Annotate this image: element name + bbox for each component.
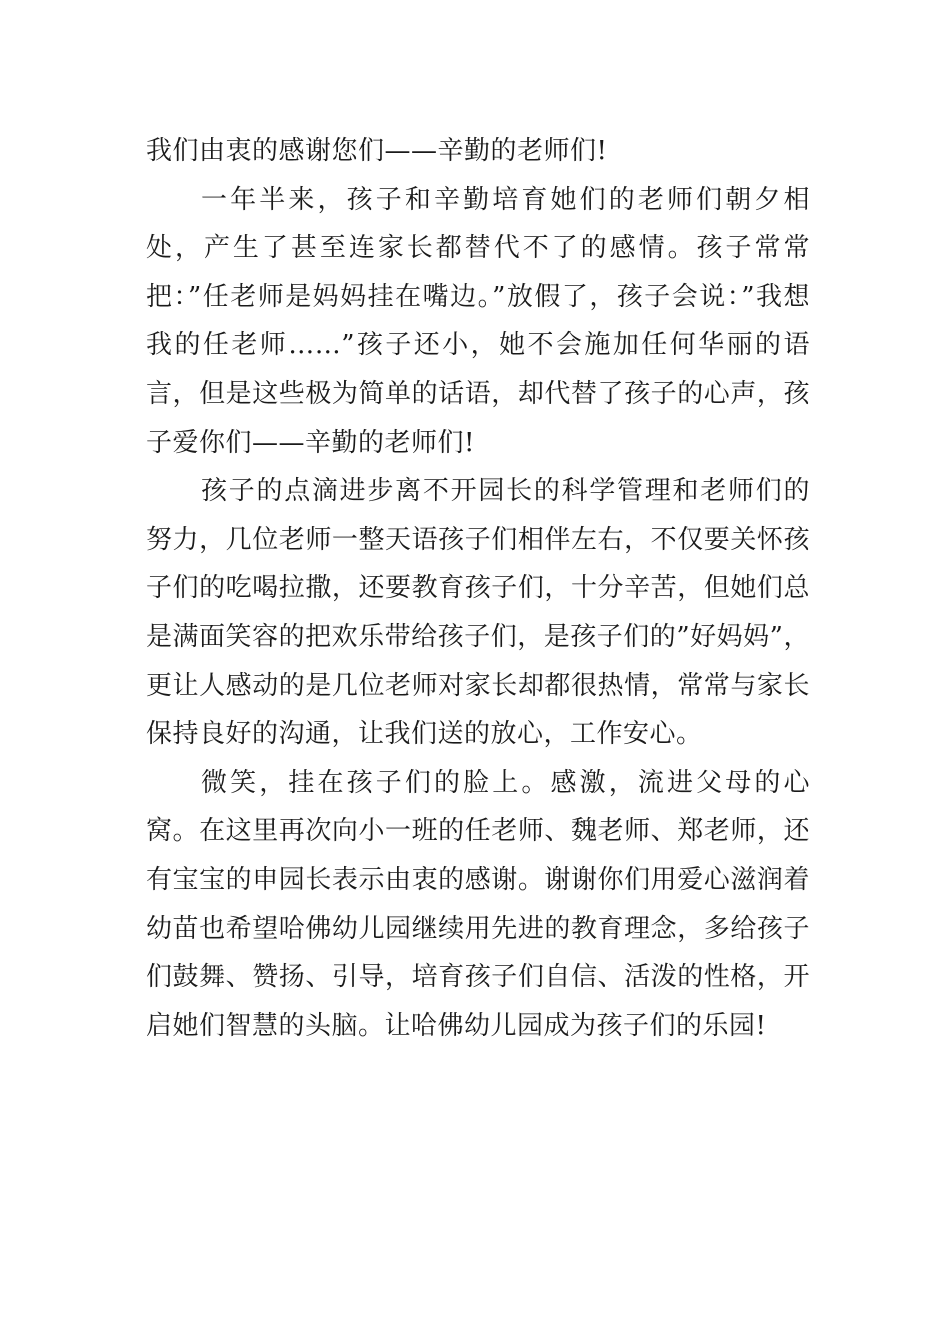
- paragraph-1: 我们由衷的感谢您们——辛勤的老师们!: [146, 136, 608, 166]
- document-body: [146, 127, 810, 1050]
- paragraph-2: 一年半来，孩子和辛勤培育她们的老师们朝夕相处，产生了甚至连家长都替代不了的感情。孩子常常把：”任老师是妈妈挂在嘴边。”放假了，孩子会说：”我想我的任老师……”孩子还小，她不会施加任何华丽的语言，但是这些极为简单的话语，却代替了孩子的心声，孩子爱你们——辛勤的老师们!: [146, 184, 810, 458]
- paragraph-3: 孩子的点滴进步离不开园长的科学管理和老师们的努力，几位老师一整天语孩子们相伴左右，不仅要关怀孩子们的吃喝拉撒，还要教育孩子们，十分辛苦，但她们总是满面笑容的把欢乐带给孩子们，是孩子们的”好妈妈”，更让人感动的是几位老师对家长却都很热情，常常与家长保持良好的沟通，让我们送的放心，工作安心。: [146, 476, 810, 750]
- paragraph-4: 微笑，挂在孩子们的脸上。感激，流进父母的心窝。在这里再次向小一班的任老师、魏老师、郑老师，还有宝宝的申园长表示由衷的感谢。谢谢你们用爱心滋润着幼苗也希望哈佛幼儿园继续用先进的教育理念，多给孩子们鼓舞、赞扬、引导，培育孩子们自信、活泼的性格，开启她们智慧的头脑。让哈佛幼儿园成为孩子们的乐园!: [146, 767, 810, 1041]
